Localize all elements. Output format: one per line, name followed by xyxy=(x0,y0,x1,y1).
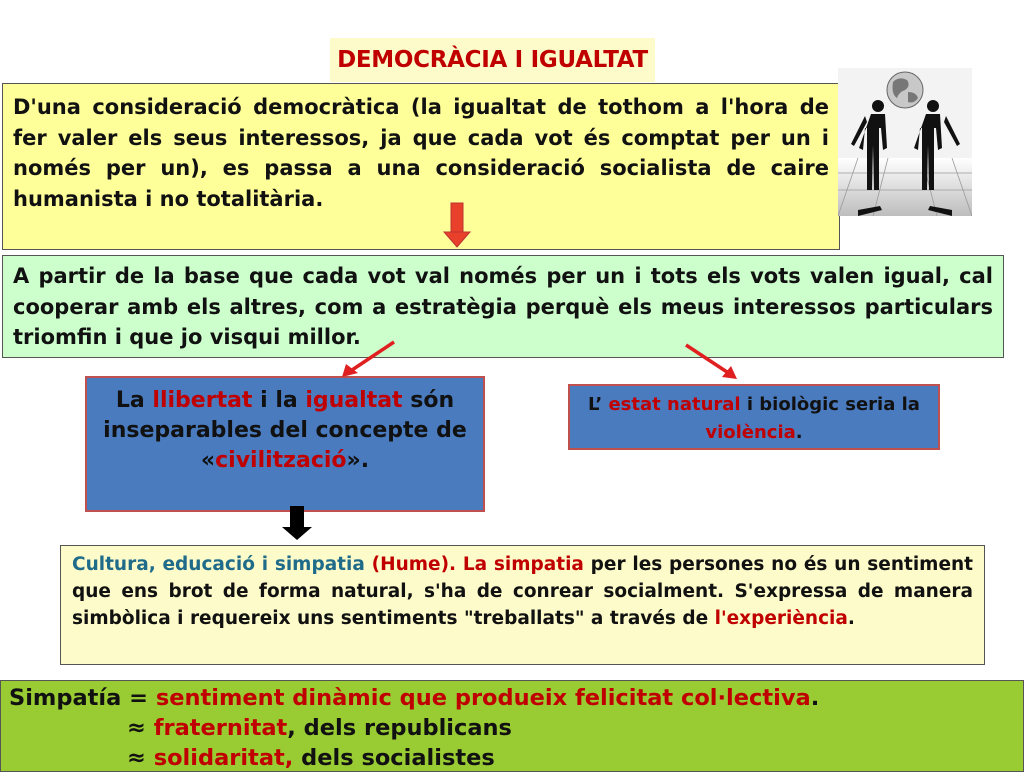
freedom-equality-text-1: La xyxy=(115,388,153,413)
solidarity-highlight: solidaritat, xyxy=(153,745,294,771)
sympathy-term: Simpatía = xyxy=(9,685,156,711)
diagonal-arrow-left-icon xyxy=(342,342,394,377)
freedom-equality-text-4: ». xyxy=(346,448,370,473)
natural-state-highlight: estat natural xyxy=(608,394,741,415)
diagonal-arrow-right-icon xyxy=(686,345,737,379)
approx-symbol-2: ≈ xyxy=(127,745,154,771)
down-arrow-black-icon xyxy=(282,506,312,540)
natural-state-text-1: L’ xyxy=(588,394,609,415)
equality-highlight: igualtat xyxy=(305,388,403,413)
hume-reference: (Hume). xyxy=(364,554,463,575)
republicans-text: , dels republicans xyxy=(287,715,512,741)
slide-title: DEMOCRÀCIA I IGUALTAT xyxy=(330,38,655,82)
democratic-consideration-text: D'una consideració democràtica (la igualtat de tothom a l'hora de fer valer els seus interessos, ja que cada vot és comptat per un i només per un), es passa a una consideració socialista de caire humanista i no totalitària. xyxy=(13,95,829,211)
natural-state-text-3: . xyxy=(795,422,803,443)
experience-highlight: l'experiència xyxy=(714,608,848,629)
natural-state-text-2: i biològic seria la xyxy=(740,394,920,415)
fraternity-highlight: fraternitat xyxy=(153,715,288,741)
sympathy-period: . xyxy=(810,685,820,711)
civilization-highlight: civilització xyxy=(215,448,347,473)
freedom-equality-text-2: i la xyxy=(252,388,306,413)
down-arrow-orange-icon xyxy=(444,203,470,247)
cooperation-text: A partir de la base que cada vot val només per un i tots els vots valen igual, cal cooperar amb els altres, com a estratègia perquè els meus interessos particulars triomfin i que jo visqui millor. xyxy=(13,264,993,349)
culture-education-highlight: Cultura, educació i simpatia xyxy=(72,554,365,575)
culture-sympathy-text: per les persones no és un sentiment que ens brot de forma natural, s'ha de conrear socialment. S'expressa de manera simbòlica i requereix uns sentiments "treballats" a través de xyxy=(72,554,974,629)
violence-highlight: violència xyxy=(705,422,796,443)
freedom-highlight: llibertat xyxy=(152,388,253,413)
freedom-equality-text-3: són inseparables del concepte de « xyxy=(103,388,467,473)
sympathy-definition: sentiment dinàmic que produeix felicitat col·lectiva xyxy=(155,685,811,711)
approx-symbol-1: ≈ xyxy=(127,715,154,741)
socialists-text: dels socialistes xyxy=(293,745,495,771)
culture-sympathy-period: . xyxy=(847,608,855,629)
sympathy-highlight: La simpatia xyxy=(462,554,584,575)
